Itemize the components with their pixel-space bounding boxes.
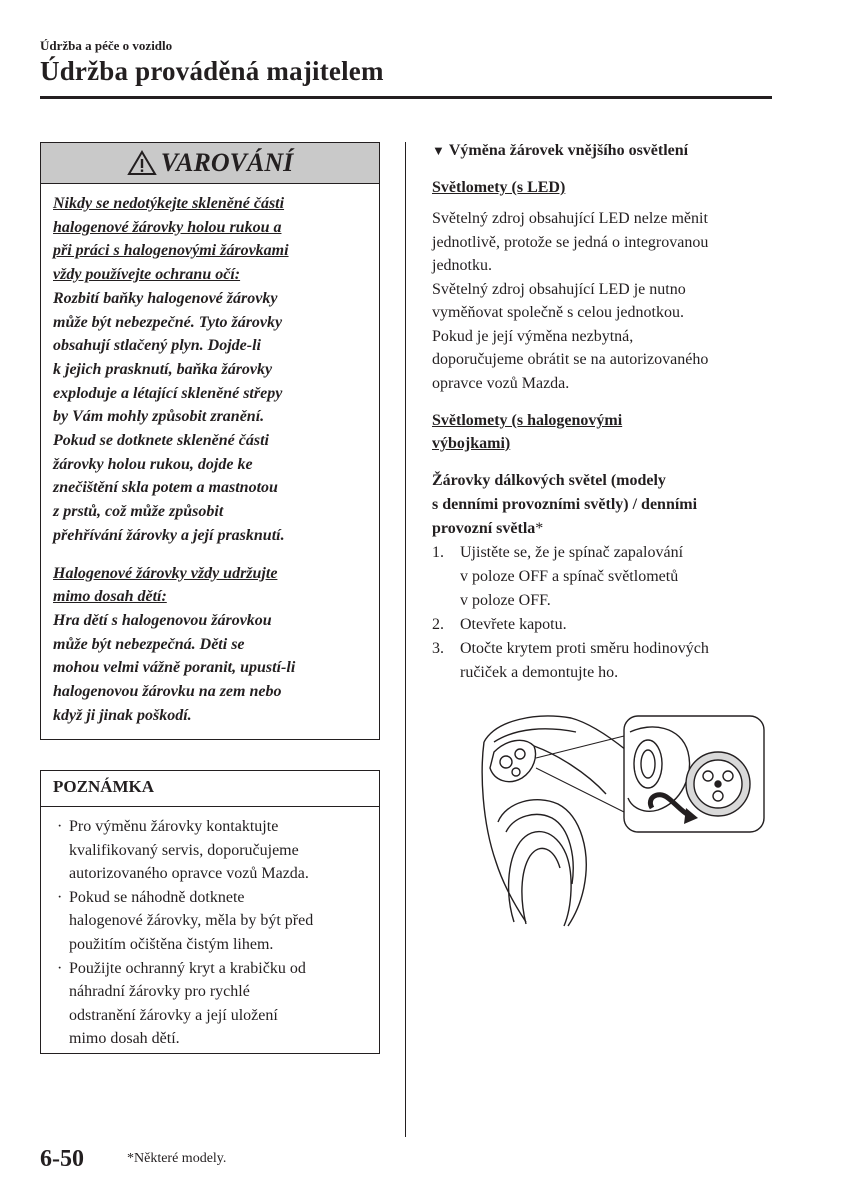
headlight-cover-illustration xyxy=(476,712,766,928)
step-item xyxy=(432,637,777,685)
step-number: 2. xyxy=(432,616,444,633)
section-heading xyxy=(432,140,777,162)
led-text-line: jednotlivě, protože se jedná o integrovanou xyxy=(432,233,709,251)
warning-header xyxy=(41,143,379,184)
step-item xyxy=(432,613,777,637)
step-number: 1. xyxy=(432,544,444,561)
note-item xyxy=(57,886,379,957)
step-line: Otevřete kapotu. xyxy=(460,616,567,633)
step-line: Otočte krytem proti směru hodinových xyxy=(460,640,709,657)
step-line: ručiček a demontujte ho. xyxy=(460,664,619,681)
note-item xyxy=(57,957,379,1051)
title-rule xyxy=(40,96,772,99)
warning-block-2 xyxy=(53,562,379,728)
warning-text-line: obsahují stlačený plyn. Dojde-li xyxy=(53,337,261,355)
led-text-line: opravce vozů Mazda. xyxy=(432,374,570,392)
note-line: odstranění žárovky a její uložení xyxy=(69,1006,278,1024)
led-text-line: jednotku. xyxy=(432,257,492,274)
breadcrumb: Údržba a péče o vozidlo xyxy=(40,38,173,53)
step-number: 3. xyxy=(432,640,444,657)
step-line: Ujistěte se, že je spínač zapalování xyxy=(460,544,684,561)
warning-text-line: mohou velmi vážně poranit, upustí-li xyxy=(53,659,296,677)
note-item xyxy=(57,815,379,886)
warning-heading-line: při práci s halogenovými žárovkami xyxy=(53,242,289,260)
section-marker-icon: ▼ xyxy=(432,143,445,158)
led-heading xyxy=(432,176,777,199)
warning-title: VAROVÁNÍ xyxy=(160,148,294,177)
column-divider xyxy=(405,142,406,1137)
warning-box xyxy=(40,142,380,740)
warning-text-line: Rozbití baňky halogenové žárovky xyxy=(53,289,278,307)
led-text-line: Světelný zdroj obsahující LED je nutno xyxy=(432,280,686,298)
warning-text-line: znečištění skla potem a mastnotou xyxy=(53,479,278,497)
warning-text-line: Pokud se dotknete skleněné části xyxy=(53,432,269,450)
note-line: mimo dosah dětí. xyxy=(69,1030,180,1048)
halogen-heading xyxy=(432,409,777,455)
led-text-line: Světelný zdroj obsahující LED nelze měnit xyxy=(432,210,708,227)
warning-text-line: halogenovou žárovku na zem nebo xyxy=(53,683,282,701)
note-line: kvalifikovaný servis, doporučujeme xyxy=(69,841,299,859)
note-line: použitím očištěna čistým lihem. xyxy=(69,935,274,953)
bulb-heading-line: Žárovky dálkových světel (modely xyxy=(432,472,666,489)
note-line: Pro výměnu žárovky kontaktujte xyxy=(69,818,279,835)
warning-heading-line: Nikdy se nedotýkejte skleněné části xyxy=(53,195,285,212)
warning-text-line: může být nebezpečné. Tyto žárovky xyxy=(53,313,283,331)
note-line: Pokud se náhodně dotknete xyxy=(69,888,245,906)
warning-text-line: z prstů, což může způsobit xyxy=(53,503,224,521)
led-text-line: doporučujeme obrátit se na autorizovaného xyxy=(432,351,709,368)
halogen-heading-line: Světlomety (s halogenovými xyxy=(432,412,623,429)
note-title: POZNÁMKA xyxy=(41,771,379,807)
warning-text-line: přehřívání žárovky a její prasknutí. xyxy=(53,526,285,544)
warning-text-line: exploduje a létající skleněné střepy xyxy=(53,384,283,402)
step-item xyxy=(432,541,777,613)
note-line: Použijte ochranný kryt a krabičku od xyxy=(69,959,306,977)
note-line: halogenové žárovky, měla by být před xyxy=(69,912,314,930)
note-line: náhradní žárovky pro rychlé xyxy=(69,983,250,1001)
note-box xyxy=(40,770,380,1054)
page-title: Údržba prováděná majitelem xyxy=(40,56,384,86)
led-heading-text: Světlomety (s LED) xyxy=(432,179,566,196)
led-text-line: Pokud je její výměna nezbytná, xyxy=(432,327,634,345)
warning-text-line: by Vám mohly způsobit zranění. xyxy=(53,408,265,426)
bulb-heading-asterisk: * xyxy=(535,520,544,537)
page-number: 6-50 xyxy=(40,1146,84,1172)
right-column xyxy=(432,140,777,685)
halogen-heading-line: výbojkami) xyxy=(432,435,511,452)
footnote: *Některé modely. xyxy=(127,1151,227,1166)
note-list xyxy=(41,807,379,1051)
warning-text-line: může být nebezpečná. Děti se xyxy=(53,635,245,653)
warning-heading-line: halogenové žárovky holou rukou a xyxy=(53,218,282,236)
step-line: v poloze OFF a spínač světlometů xyxy=(460,568,679,585)
led-paragraph xyxy=(432,207,777,395)
warning-text-line: k jejich prasknutí, baňka žárovky xyxy=(53,360,273,378)
warning-triangle-icon xyxy=(127,150,157,176)
bulb-heading-line: s denními provozními světly) / denními xyxy=(432,496,698,513)
led-text-line: vyměňovat společně s celou jednotkou. xyxy=(432,304,684,321)
warning-text-line: Hra dětí s halogenovou žárovkou xyxy=(53,611,272,629)
warning-heading-line: vždy používejte ochranu očí: xyxy=(53,266,241,284)
steps-list xyxy=(432,541,777,685)
warning-body xyxy=(41,184,379,727)
warning-heading-line: mimo dosah dětí: xyxy=(53,588,167,606)
section-title: Výměna žárovek vnějšího osvětlení xyxy=(448,142,689,159)
warning-heading-line: Halogenové žárovky vždy udržujte xyxy=(53,564,278,582)
warning-text-line: žárovky holou rukou, dojde ke xyxy=(53,455,253,473)
note-line: autorizovaného opravce vozů Mazda. xyxy=(69,865,309,883)
step-line: v poloze OFF. xyxy=(460,592,551,609)
bulb-heading xyxy=(432,469,777,541)
warning-block-1 xyxy=(53,192,379,548)
warning-text-line: když ji jinak poškodí. xyxy=(53,706,192,724)
bulb-heading-line: provozní světla xyxy=(432,520,536,537)
